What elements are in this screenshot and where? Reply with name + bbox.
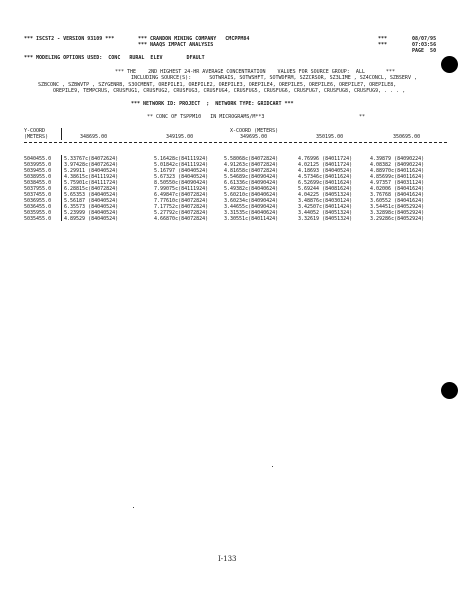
run-date: 08/07/95: [412, 36, 437, 42]
concentration-cell: 5.65353 (84040524): [64, 192, 119, 198]
meters-label: (METERS): [24, 134, 49, 140]
y-coord-cell: 5036455.0: [24, 204, 52, 210]
concentration-cell: 3.44052 (84051324): [298, 210, 353, 216]
concentration-cell: 6.28815c(84072824): [64, 186, 119, 192]
concentration-cell: 5.60210c(84040624): [224, 192, 279, 198]
concentration-cell: 5.67323 (84040524): [154, 174, 209, 180]
y-coord-cell: 5035955.0: [24, 210, 52, 216]
concentration-cell: 4.66870c(84072824): [154, 216, 209, 222]
concentration-cell: 3.30551c(84011424): [224, 216, 279, 222]
y-coord-cell: 5037455.0: [24, 192, 52, 198]
concentration-cell: 4.02006 (84041624): [370, 186, 425, 192]
y-coord-cell: 5037955.0: [24, 186, 52, 192]
sources-line-2: SZBCONC , SZBWVTP , SZYGENRB, S3OCMENT, OREPILE1, OREPILE2, OREPILE3, OREPILE4, OREPILE5, OREPILE6, OREPILE7, OREPILE8,: [38, 82, 397, 88]
concentration-cell: 4.76996 (84011724): [298, 156, 353, 162]
x-header-2: 349195.00: [166, 134, 194, 140]
y-coord-cell: 5039455.0: [24, 168, 52, 174]
modeling-options: *** MODELING OPTIONS USED: CONC RURAL ELEV DFAULT: [24, 55, 205, 61]
concentration-cell: 4.38615c(84111924): [64, 174, 119, 180]
concentration-cell: 5.75901c(84111724): [64, 180, 119, 186]
header-divider: [61, 128, 62, 140]
concentration-cell: 3.32619 (84051324): [298, 216, 353, 222]
concentration-cell: 6.61336c(84090424): [224, 180, 279, 186]
header-stars-1: ***: [378, 36, 388, 42]
x-header-4: 350195.00: [316, 134, 344, 140]
concentration-cell: 6.49847c(84072824): [154, 192, 209, 198]
x-header-5: 350695.00: [393, 134, 421, 140]
xcoord-label: X-COORD (METERS): [230, 128, 279, 134]
concentration-cell: 4.02125 (84011724): [298, 162, 353, 168]
concentration-cell: 7.17752c(84072824): [154, 204, 209, 210]
concentration-title: ** CONC OF TSPPM10 IN MICROGRAMS/M**3: [147, 114, 265, 120]
concentration-cell: 3.54451c(84052924): [370, 204, 425, 210]
concentration-cell: 4.97357 (84031124): [370, 180, 425, 186]
sources-line-3: OREPILE9, TEMPCRUS, CRUSFUG1, CRUSFUG2, CRUSFUG3, CRUSFUG4, CRUSFUG5, CRUSFUG6, CRUSFUG7, CRUSFUG8, CRUSFUG9, . . . ,: [53, 88, 406, 94]
concentration-cell: 5.49382c(84040624): [224, 186, 279, 192]
concentration-cell: 3.29286c(84052924): [370, 216, 425, 222]
ycoord-label: Y-COORD: [24, 128, 46, 134]
y-coord-cell: 5038955.0: [24, 174, 52, 180]
x-header-3: 349695.00: [240, 134, 268, 140]
concentration-cell: 4.04225 (84051324): [298, 192, 353, 198]
concentration-cell: 4.91263c(84072824): [224, 162, 279, 168]
concentration-cell: 6.35573 (84040524): [64, 204, 119, 210]
concentration-title-stars: **: [359, 114, 366, 120]
table-row: [0, 216, 465, 222]
concentration-cell: 5.58068c(84072824): [224, 156, 279, 162]
header-stars-2: ***: [378, 42, 388, 48]
concentration-cell: 4.39879 (84090224): [370, 156, 425, 162]
network-info: *** NETWORK ID: PROJECT ; NETWORK TYPE: GRIDCART ***: [131, 101, 294, 107]
concentration-cell: 6.52699c(84011624): [298, 180, 353, 186]
concentration-cell: 3.60234c(84090424): [224, 198, 279, 204]
concentration-cell: 7.77610c(84072824): [154, 198, 209, 204]
source-group-line: *** THE 2ND HIGHEST 24-HR AVERAGE CONCENTRATION VALUES FOR SOURCE GROUP: ALL ***: [115, 69, 395, 75]
concentration-cell: 5.27792c(84072824): [154, 210, 209, 216]
y-coord-cell: 5040455.0: [24, 156, 52, 162]
concentration-cell: 5.29911 (84040524): [64, 168, 119, 174]
page-number: PAGE 50: [412, 48, 437, 54]
y-coord-cell: 5035455.0: [24, 216, 52, 222]
concentration-cell: 5.69244 (84081624): [298, 186, 353, 192]
concentration-cell: 4.89529 (84040524): [64, 216, 119, 222]
included-sources-line: INCLUDING SOURCE(S): SOTWRAIS, SOTWSHFT, SOTWDFRM, SZZCRSOR, SZ3LIME , SZ4CONCL, SZBSERV ,: [131, 75, 417, 81]
concentration-cell: 4.81658c(84072824): [224, 168, 279, 174]
concentration-cell: 3.42507c(84011424): [298, 204, 353, 210]
concentration-cell: 4.85699c(84011624): [370, 174, 425, 180]
page-footer: I-133: [218, 555, 237, 563]
concentration-cell: 8.50550c(84090424): [154, 180, 209, 186]
x-header-1: 348695.00: [80, 134, 108, 140]
header-rule: [24, 142, 447, 143]
concentration-cell: 5.56187 (84040524): [64, 198, 119, 204]
concentration-cell: 3.97428c(84072624): [64, 162, 119, 168]
concentration-cell: 3.60552 (84041624): [370, 198, 425, 204]
speck: [133, 507, 134, 508]
concentration-cell: 5.54689c(84090424): [224, 174, 279, 180]
speck: [272, 466, 273, 467]
concentration-cell: 4.88970c(84011624): [370, 168, 425, 174]
concentration-cell: 3.31535c(84040624): [224, 210, 279, 216]
y-coord-cell: 5036955.0: [24, 198, 52, 204]
concentration-cell: 5.01842c(84111924): [154, 162, 209, 168]
program-version: *** ISCST2 - VERSION 93109 ***: [24, 36, 115, 42]
concentration-cell: 5.23999 (84040524): [64, 210, 119, 216]
concentration-cell: 3.48876c(84030124): [298, 198, 353, 204]
binder-hole-top: [441, 56, 458, 73]
concentration-cell: 3.76768 (84041624): [370, 192, 425, 198]
analysis-title: *** NAAQS IMPACT ANALYSIS: [138, 42, 214, 48]
concentration-cell: 4.18693 (84040524): [298, 168, 353, 174]
concentration-cell: 5.33767c(84072624): [64, 156, 119, 162]
concentration-cell: 5.16428c(84111924): [154, 156, 209, 162]
run-time: 07:03:56: [412, 42, 437, 48]
concentration-cell: 7.99075c(84111924): [154, 186, 209, 192]
concentration-cell: 3.44655c(84090424): [224, 204, 279, 210]
concentration-cell: 4.08382 (84090224): [370, 162, 425, 168]
binder-hole-bottom: [441, 382, 458, 399]
concentration-cell: 5.16797 (84040524): [154, 168, 209, 174]
concentration-cell: 4.57346c(84011624): [298, 174, 353, 180]
concentration-cell: 3.32898c(84052924): [370, 210, 425, 216]
company-name: *** CRANDON MINING COMPANY CMCPPM84: [138, 36, 250, 42]
y-coord-cell: 5038455.0: [24, 180, 52, 186]
y-coord-cell: 5039955.0: [24, 162, 52, 168]
